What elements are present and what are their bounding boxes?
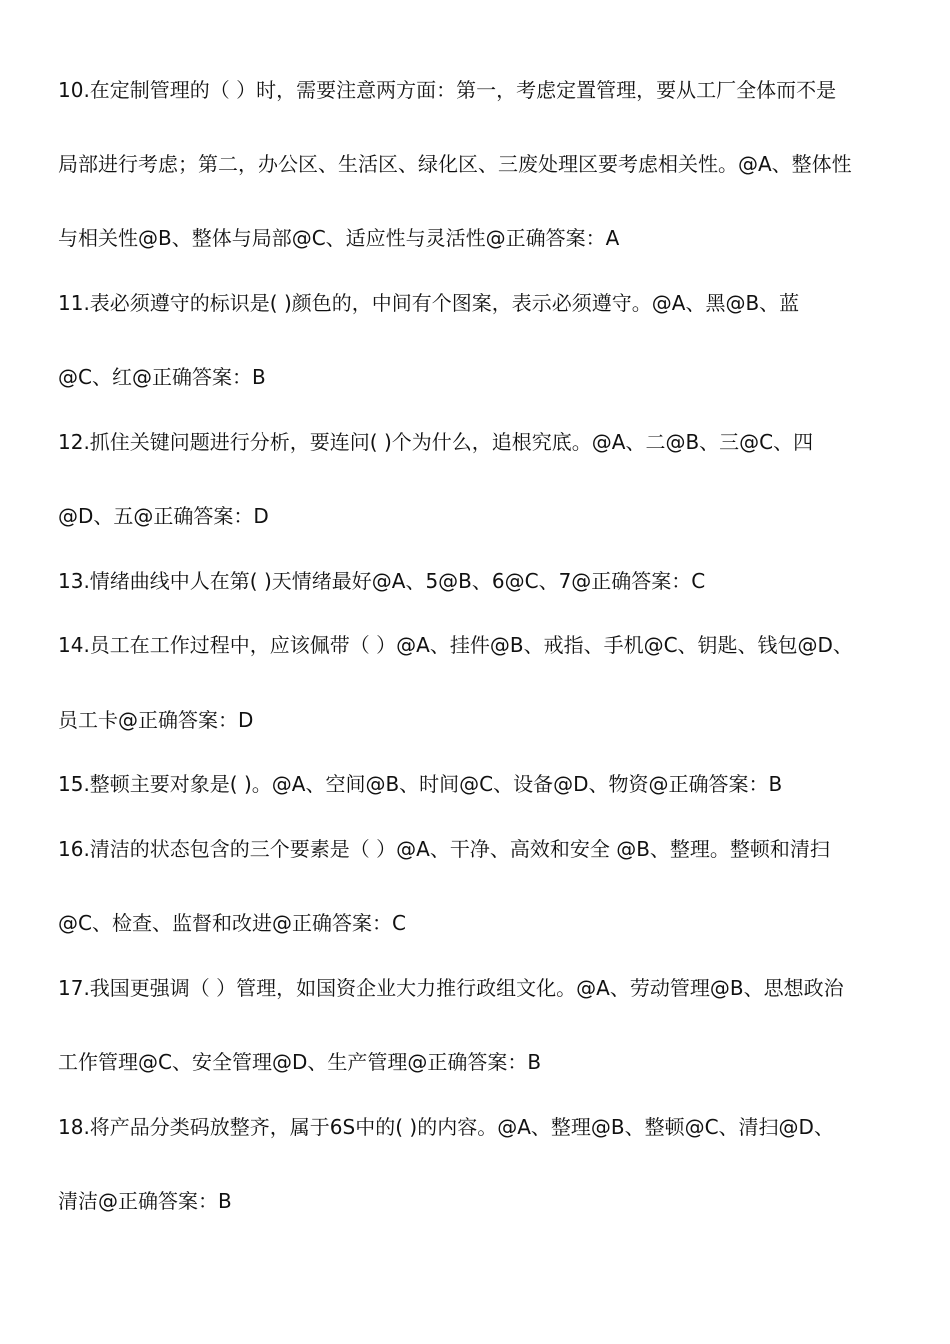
question-16-line-1: 16.清洁的状态包含的三个要素是（ ）@A、干净、高效和安全 @B、整理。整顿和清扫 [58, 837, 830, 861]
question-16-line-2: @C、检查、监督和改进@正确答案：C [58, 911, 406, 935]
question-11-line-1: 11.表必须遵守的标识是( )颜色的，中间有个图案，表示必须遵守。@A、黑@B、蓝 [58, 291, 800, 315]
question-11-line-2: @C、红@正确答案：B [58, 365, 266, 389]
question-14-line-2: 员工卡@正确答案：D [58, 708, 254, 732]
question-14-line-1: 14.员工在工作过程中，应该佩带（ ）@A、挂件@B、戒指、手机@C、钥匙、钱包@D、 [58, 633, 853, 657]
question-12-line-2: @D、五@正确答案：D [58, 504, 269, 528]
question-18-line-1: 18.将产品分类码放整齐，属于6S中的( )的内容。@A、整理@B、整顿@C、清扫@D、 [58, 1115, 834, 1139]
question-10-line-3: 与相关性@B、整体与局部@C、适应性与灵活性@正确答案：A [58, 226, 620, 250]
question-17-line-2: 工作管理@C、安全管理@D、生产管理@正确答案：B [58, 1050, 542, 1074]
question-10-line-2: 局部进行考虑；第二，办公区、生活区、绿化区、三废处理区要考虑相关性。@A、整体性 [58, 152, 852, 176]
question-10-line-1: 10.在定制管理的（ ）时，需要注意两方面：第一，考虑定置管理，要从工厂全体而不是 [58, 78, 837, 102]
question-15-line-1: 15.整顿主要对象是( )。@A、空间@B、时间@C、设备@D、物资@正确答案：B [58, 772, 783, 796]
question-18-line-2: 清洁@正确答案：B [58, 1189, 232, 1213]
question-13-line-1: 13.情绪曲线中人在第( )天情绪最好@A、5@B、6@C、7@正确答案：C [58, 569, 706, 593]
question-17-line-1: 17.我国更强调（ ）管理，如国资企业大力推行政组文化。@A、劳动管理@B、思想政治 [58, 976, 844, 1000]
question-12-line-1: 12.抓住关键问题进行分析，要连问( )个为什么，追根究底。@A、二@B、三@C、四 [58, 430, 814, 454]
